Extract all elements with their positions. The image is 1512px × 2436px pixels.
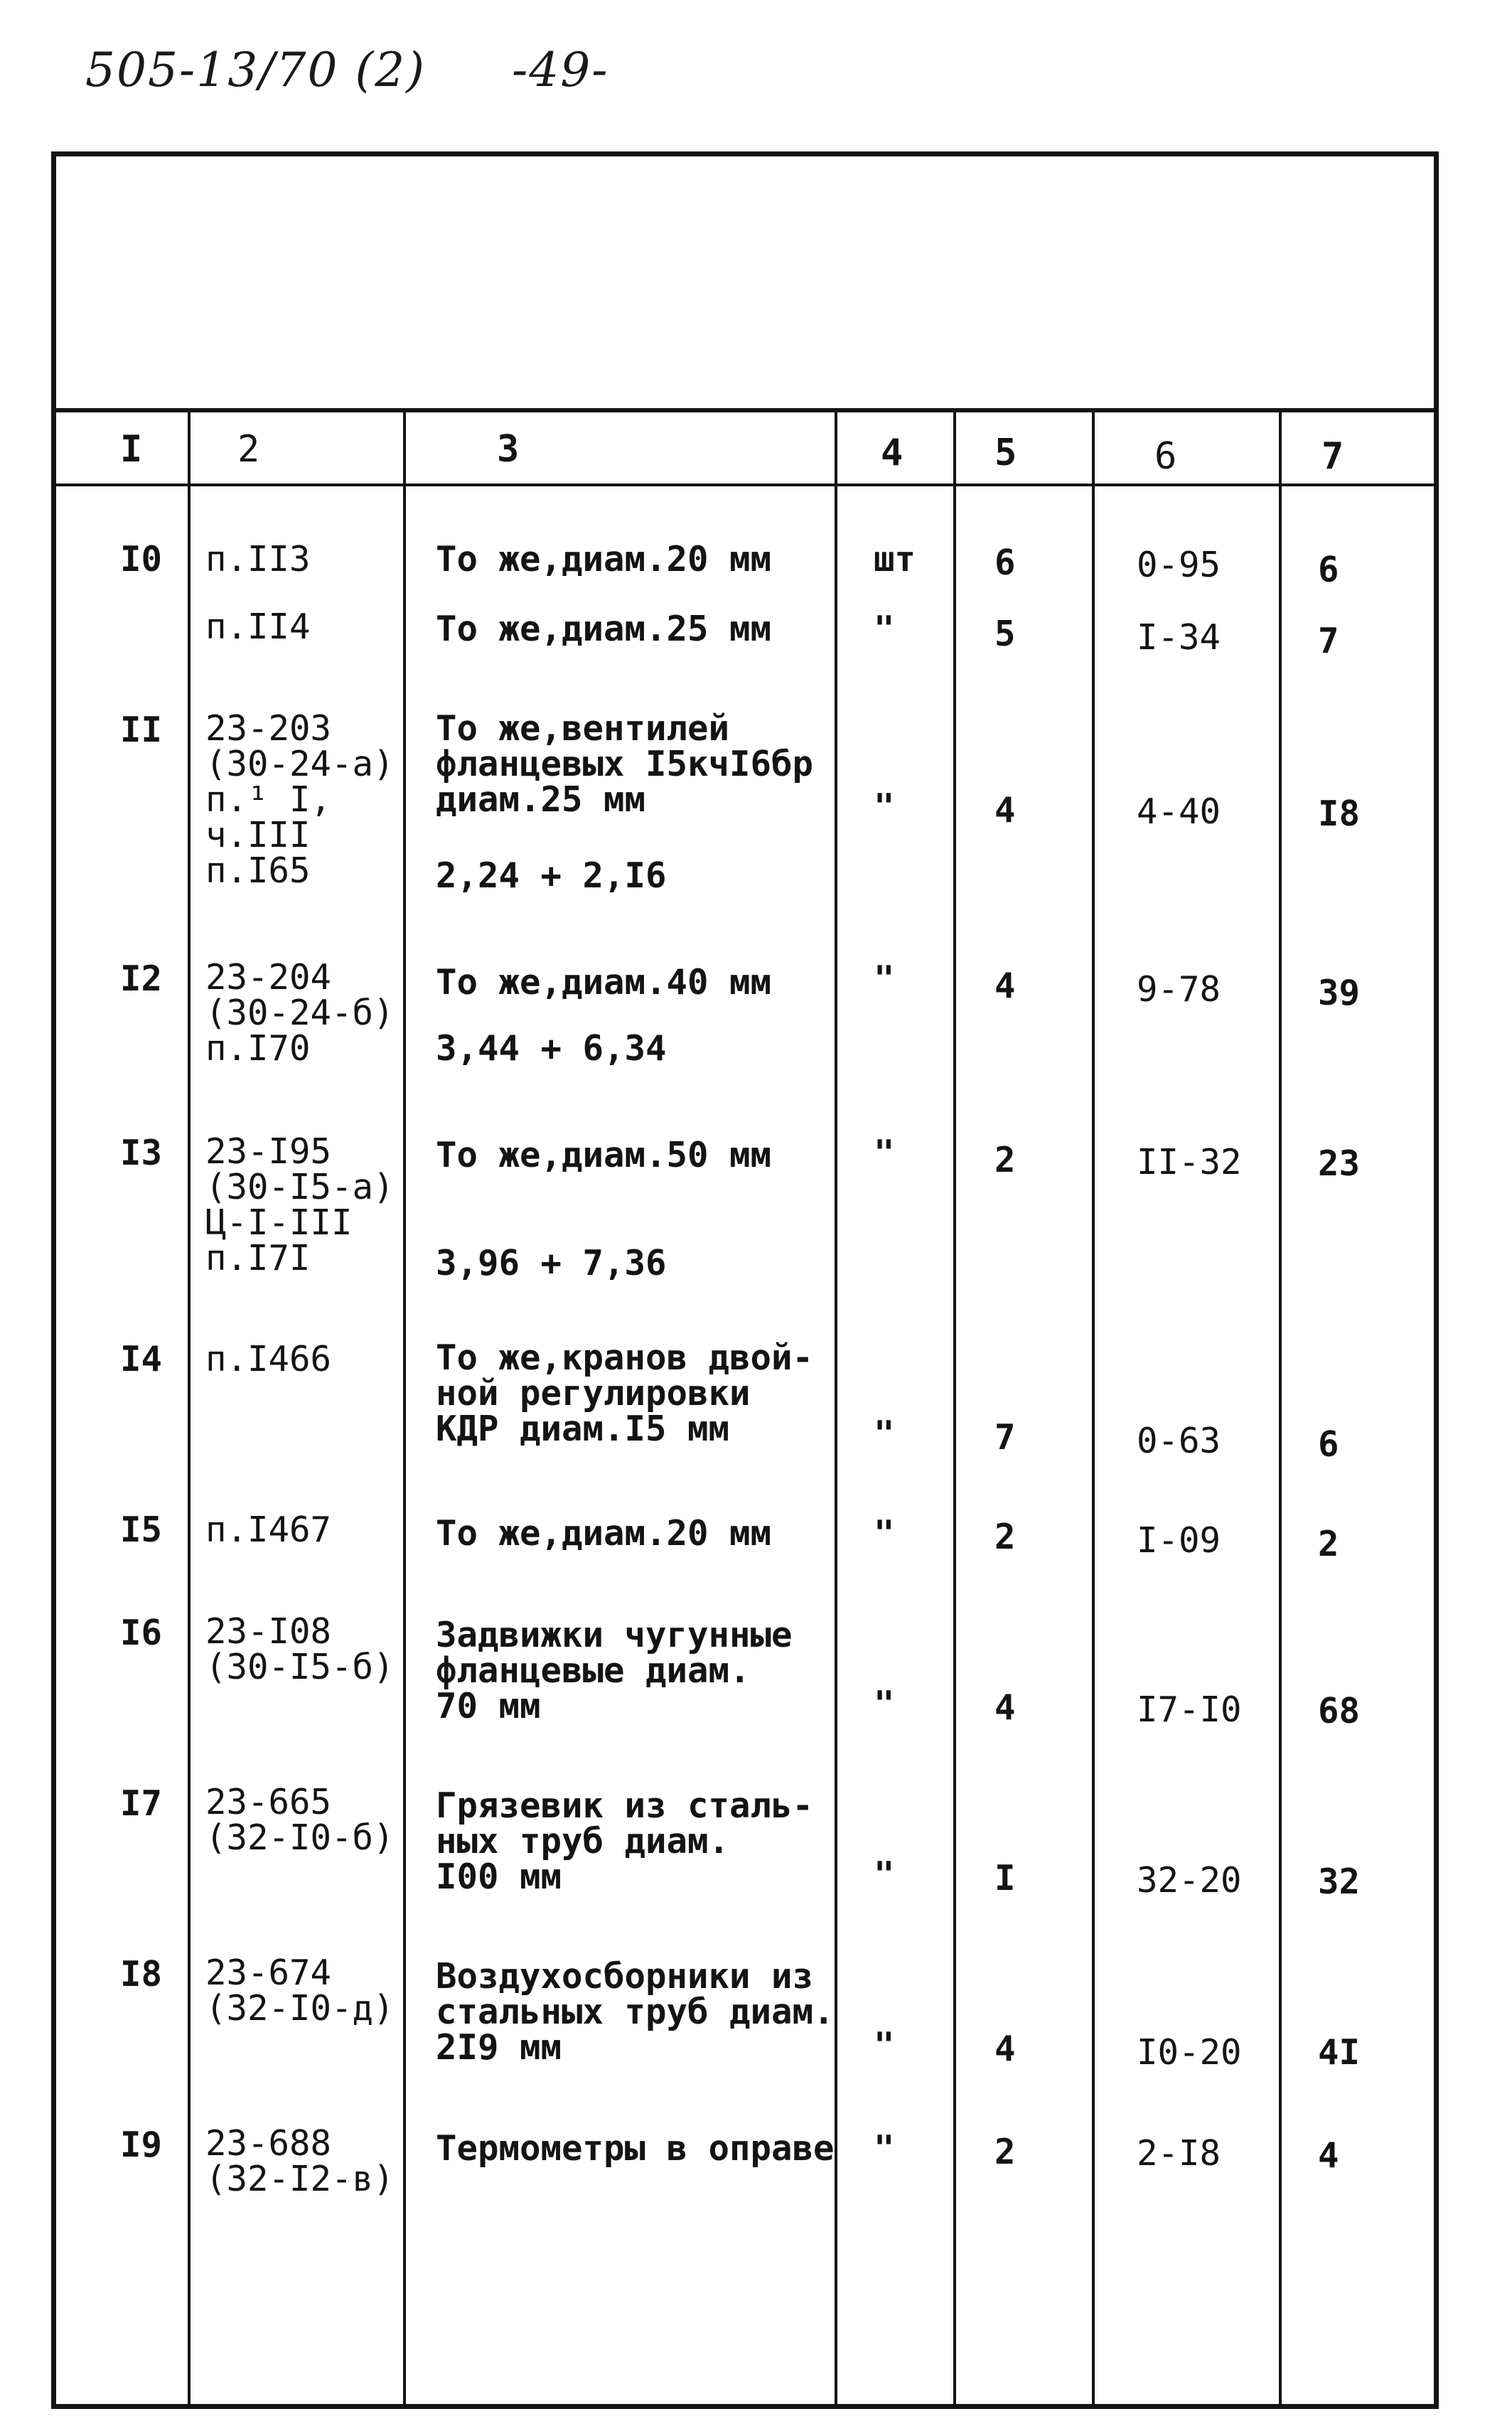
- row-number: I8: [120, 1954, 163, 1994]
- row-ref: 23-I08 (30-I5-б): [205, 1611, 395, 1687]
- row-price: 4-40: [1137, 791, 1221, 832]
- row-calc: 3,96 + 7,36: [436, 1243, 667, 1283]
- column-header: 6: [1154, 435, 1177, 478]
- row-total: 4: [1318, 2135, 1339, 2176]
- row-description: То же,диам.25 мм: [436, 609, 772, 649]
- row-number: II: [120, 710, 163, 750]
- row-total: 4I: [1318, 2032, 1361, 2073]
- row-total: 6: [1318, 1424, 1339, 1465]
- row-ref: 23-674 (32-I0-д): [205, 1952, 395, 2029]
- row-number: I0: [120, 539, 163, 579]
- row-number: I7: [120, 1783, 163, 1824]
- header-top-rule: [56, 408, 1434, 412]
- row-number: I3: [120, 1133, 163, 1173]
- row-total: 23: [1318, 1143, 1361, 1184]
- row-unit: ": [874, 958, 895, 999]
- row-price: 0-95: [1137, 545, 1221, 585]
- row-number: I9: [120, 2125, 163, 2165]
- column-header: 2: [237, 428, 260, 471]
- header-bottom-rule: [56, 484, 1434, 486]
- row-quantity: 6: [994, 543, 1016, 583]
- row-ref: п.I466: [205, 1339, 332, 1379]
- row-description: То же,диам.20 мм: [436, 539, 772, 579]
- row-total: 7: [1318, 621, 1339, 661]
- row-number: I6: [120, 1613, 163, 1653]
- row-unit: ": [874, 1854, 895, 1895]
- row-quantity: 4: [994, 966, 1016, 1006]
- row-quantity: 2: [994, 2132, 1016, 2172]
- row-total: 6: [1318, 550, 1339, 590]
- row-ref: п.II4: [205, 607, 311, 647]
- row-calc: 3,44 + 6,34: [436, 1028, 667, 1069]
- estimate-table: [51, 151, 1439, 2409]
- column-header: I: [120, 428, 143, 471]
- row-description: То же,диам.40 мм: [436, 962, 772, 1003]
- row-price: 0-63: [1137, 1421, 1221, 1461]
- row-description: Термометры в оправе: [436, 2128, 835, 2169]
- row-quantity: 2: [994, 1140, 1016, 1180]
- row-price: II-32: [1137, 1142, 1242, 1182]
- row-description: То же,вентилей фланцевых I5кчI6бр диам.25 мм: [436, 708, 814, 820]
- row-quantity: 5: [994, 614, 1016, 654]
- row-ref: п.II3: [205, 539, 311, 579]
- row-quantity: 4: [994, 2029, 1016, 2069]
- row-description: Задвижки чугунные фланцевые диам. 70 мм: [436, 1615, 793, 1726]
- row-price: I-09: [1137, 1520, 1221, 1561]
- row-unit: шт: [874, 539, 916, 579]
- row-unit: ": [874, 1684, 895, 1724]
- row-quantity: 2: [994, 1517, 1016, 1557]
- column-divider: [1279, 412, 1282, 2404]
- row-ref: 23-203 (30-24-а) п.¹ I, ч.III п.I65: [205, 708, 395, 891]
- row-unit: ": [874, 609, 895, 649]
- row-description: Воздухосборники из стальных труб диам. 2I9 мм: [436, 1956, 835, 2068]
- row-description: То же,кранов двой- ной регулировки КДР диам.I5 мм: [436, 1337, 814, 1449]
- row-price: I-34: [1137, 617, 1221, 658]
- row-number: I2: [120, 958, 163, 999]
- column-divider: [403, 412, 406, 2404]
- column-header: 7: [1321, 435, 1344, 478]
- row-ref: п.I467: [205, 1510, 332, 1550]
- row-description: Грязевик из сталь- ных труб диам. I00 мм: [436, 1785, 814, 1897]
- row-number: I4: [120, 1339, 163, 1379]
- column-header: 5: [994, 432, 1017, 474]
- row-unit: ": [874, 2025, 895, 2066]
- row-unit: ": [874, 1513, 895, 1554]
- row-calc: 2,24 + 2,I6: [436, 855, 667, 896]
- handwritten-cipher: 505-13/70 (2): [85, 43, 426, 97]
- row-price: 2-I8: [1137, 2133, 1221, 2174]
- row-total: 68: [1318, 1691, 1361, 1731]
- row-quantity: I: [994, 1858, 1016, 1898]
- column-divider: [1092, 412, 1095, 2404]
- row-quantity: 4: [994, 790, 1016, 830]
- row-ref: 23-I95 (30-I5-а) Ц-I-III п.I7I: [205, 1131, 395, 1278]
- row-total: I8: [1318, 794, 1361, 834]
- column-divider: [835, 412, 837, 2404]
- row-quantity: 4: [994, 1687, 1016, 1728]
- row-price: I7-I0: [1137, 1689, 1242, 1730]
- column-header: 4: [881, 432, 904, 474]
- row-total: 39: [1318, 973, 1361, 1013]
- row-unit: ": [874, 1414, 895, 1454]
- row-unit: ": [874, 1133, 895, 1173]
- row-quantity: 7: [994, 1417, 1016, 1458]
- row-description: То же,диам.20 мм: [436, 1513, 772, 1554]
- column-header: 3: [497, 428, 520, 471]
- row-price: 32-20: [1137, 1860, 1242, 1901]
- column-divider: [953, 412, 956, 2404]
- row-ref: 23-204 (30-24-б) п.I70: [205, 957, 395, 1069]
- row-total: 32: [1318, 1861, 1361, 1902]
- row-unit: ": [874, 786, 895, 827]
- row-ref: 23-688 (32-I2-в): [205, 2123, 395, 2199]
- row-description: То же,диам.50 мм: [436, 1135, 772, 1175]
- row-number: I5: [120, 1510, 163, 1550]
- page-number: -49-: [512, 43, 609, 97]
- row-ref: 23-665 (32-I0-б): [205, 1782, 395, 1858]
- row-price: 9-78: [1137, 969, 1221, 1010]
- row-unit: ": [874, 2128, 895, 2169]
- row-total: 2: [1318, 1524, 1339, 1564]
- row-price: I0-20: [1137, 2032, 1242, 2073]
